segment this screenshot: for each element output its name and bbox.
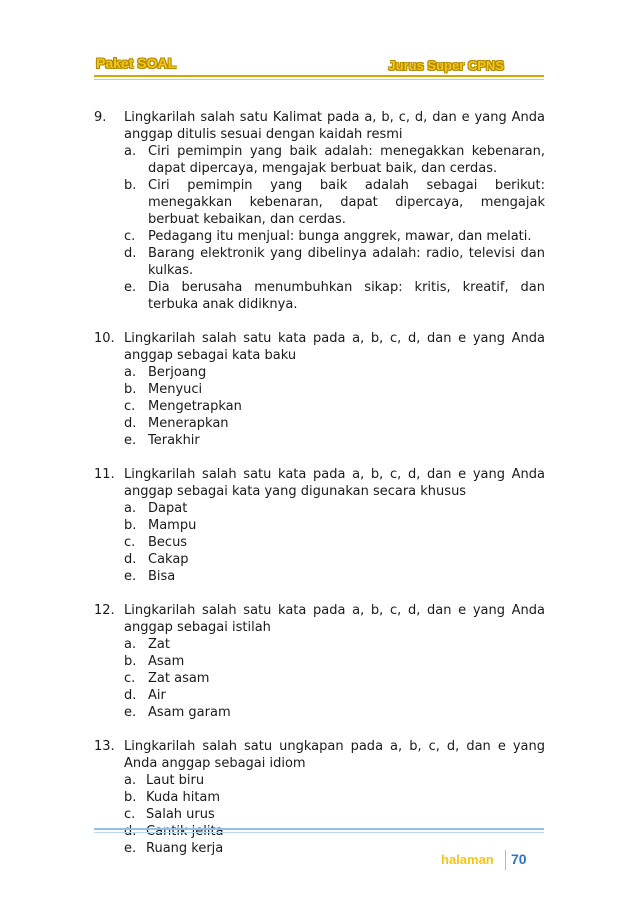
page-number: 70 bbox=[511, 851, 527, 867]
question-13 bbox=[94, 738, 545, 857]
question-text: Lingkarilah salah satu kata pada a, b, c, d, dan e yang Anda anggap sebagai istilah bbox=[124, 603, 545, 635]
option-text: Berjoang bbox=[148, 365, 207, 380]
header-rule-thin bbox=[94, 79, 544, 80]
footer-separator bbox=[505, 850, 506, 870]
option-text: Kuda hitam bbox=[146, 790, 221, 805]
option-letter: b. bbox=[124, 790, 137, 805]
option-text: Menerapkan bbox=[148, 416, 229, 431]
option-e[interactable] bbox=[124, 432, 545, 449]
option-letter: e. bbox=[124, 280, 137, 295]
option-letter: a. bbox=[124, 773, 137, 788]
option-text: Ruang kerja bbox=[146, 841, 224, 856]
option-c[interactable] bbox=[124, 806, 545, 823]
option-text: Ciri pemimpin yang baik adalah: menegakkan kebenaran, dapat dipercaya, mengajak berbuat baik, dan cerdas. bbox=[148, 144, 545, 176]
option-d[interactable] bbox=[124, 551, 545, 568]
question-number: 13. bbox=[94, 739, 115, 754]
option-text: Ciri pemimpin yang baik adalah sebagai berikut: menegakkan kebenaran, dapat dipercaya, mengajak berbuat kebaikan, dan cerdas. bbox=[148, 178, 545, 227]
question-number: 12. bbox=[94, 603, 115, 618]
question-12 bbox=[94, 602, 545, 721]
option-text: Asam garam bbox=[148, 705, 231, 720]
option-b[interactable] bbox=[124, 517, 545, 534]
question-number: 11. bbox=[94, 467, 115, 482]
header-right-title: Jurus Super CPNS bbox=[388, 58, 504, 73]
option-letter: c. bbox=[124, 399, 136, 414]
option-a[interactable] bbox=[124, 364, 545, 381]
option-letter: e. bbox=[124, 705, 137, 720]
option-letter: d. bbox=[124, 688, 137, 703]
option-c[interactable] bbox=[124, 670, 545, 687]
option-letter: d. bbox=[124, 246, 137, 261]
option-d[interactable] bbox=[124, 415, 545, 432]
option-e[interactable] bbox=[124, 568, 545, 585]
header-left-title: Paket SOAL bbox=[96, 55, 177, 71]
option-text: Mengetrapkan bbox=[148, 399, 242, 414]
option-text: Laut biru bbox=[146, 773, 205, 788]
option-letter: a. bbox=[124, 365, 137, 380]
option-letter: e. bbox=[124, 433, 137, 448]
option-text: Menyuci bbox=[148, 382, 203, 397]
footer-rule bbox=[94, 828, 544, 830]
option-e[interactable] bbox=[124, 279, 545, 313]
question-text: Lingkarilah salah satu Kalimat pada a, b, c, d, dan e yang Anda anggap ditulis sesuai dengan kaidah resmi bbox=[124, 110, 545, 142]
option-text: Becus bbox=[148, 535, 188, 550]
option-b[interactable] bbox=[124, 789, 545, 806]
header-rule bbox=[94, 75, 544, 77]
option-text: Zat bbox=[148, 637, 170, 652]
option-b[interactable] bbox=[124, 177, 545, 228]
footer-rule-thin bbox=[94, 832, 544, 833]
question-number: 9. bbox=[94, 110, 107, 125]
question-9 bbox=[94, 109, 545, 313]
option-letter: e. bbox=[124, 569, 137, 584]
option-letter: c. bbox=[124, 535, 136, 550]
question-text: Lingkarilah salah satu ungkapan pada a, b, c, d, dan e yang Anda anggap sebagai idiom bbox=[124, 739, 545, 771]
option-text: Dia berusaha menumbuhkan sikap: kritis, kreatif, dan terbuka anak didiknya. bbox=[148, 280, 545, 312]
question-list bbox=[94, 109, 545, 874]
option-letter: a. bbox=[124, 501, 137, 516]
option-text: Terakhir bbox=[148, 433, 200, 448]
option-text: Salah urus bbox=[146, 807, 215, 822]
option-letter: a. bbox=[124, 144, 137, 159]
option-letter: c. bbox=[124, 807, 136, 822]
option-a[interactable] bbox=[124, 772, 545, 789]
option-text: Cakap bbox=[148, 552, 189, 567]
option-c[interactable] bbox=[124, 534, 545, 551]
question-10 bbox=[94, 330, 545, 449]
option-letter: d. bbox=[124, 552, 137, 567]
option-letter: e. bbox=[124, 841, 137, 856]
question-11 bbox=[94, 466, 545, 585]
option-text: Air bbox=[148, 688, 166, 703]
option-a[interactable] bbox=[124, 500, 545, 517]
option-text: Zat asam bbox=[148, 671, 210, 686]
option-letter: b. bbox=[124, 382, 137, 397]
option-text: Mampu bbox=[148, 518, 197, 533]
option-text: Bisa bbox=[148, 569, 176, 584]
option-letter: a. bbox=[124, 637, 137, 652]
option-a[interactable] bbox=[124, 143, 545, 177]
question-text: Lingkarilah salah satu kata pada a, b, c, d, dan e yang Anda anggap sebagai kata baku bbox=[124, 331, 545, 363]
option-letter: b. bbox=[124, 518, 137, 533]
option-b[interactable] bbox=[124, 653, 545, 670]
option-d[interactable] bbox=[124, 687, 545, 704]
option-e[interactable] bbox=[124, 704, 545, 721]
option-letter: b. bbox=[124, 178, 137, 193]
option-a[interactable] bbox=[124, 636, 545, 653]
option-letter: c. bbox=[124, 229, 136, 244]
option-letter: d. bbox=[124, 416, 137, 431]
option-text: Barang elektronik yang dibelinya adalah: radio, televisi dan kulkas. bbox=[148, 246, 545, 278]
option-letter: b. bbox=[124, 654, 137, 669]
option-c[interactable] bbox=[124, 398, 545, 415]
option-letter: c. bbox=[124, 671, 136, 686]
option-d[interactable] bbox=[124, 245, 545, 279]
option-c[interactable] bbox=[124, 228, 545, 245]
page-header bbox=[94, 52, 544, 76]
option-text: Dapat bbox=[148, 501, 188, 516]
option-text: Asam bbox=[148, 654, 185, 669]
option-b[interactable] bbox=[124, 381, 545, 398]
option-text: Pedagang itu menjual: bunga anggrek, mawar, dan melati. bbox=[148, 229, 532, 244]
footer-page-label: halaman bbox=[441, 852, 494, 867]
question-number: 10. bbox=[94, 331, 115, 346]
question-text: Lingkarilah salah satu kata pada a, b, c, d, dan e yang Anda anggap sebagai kata yang digunakan secara khusus bbox=[124, 467, 545, 499]
